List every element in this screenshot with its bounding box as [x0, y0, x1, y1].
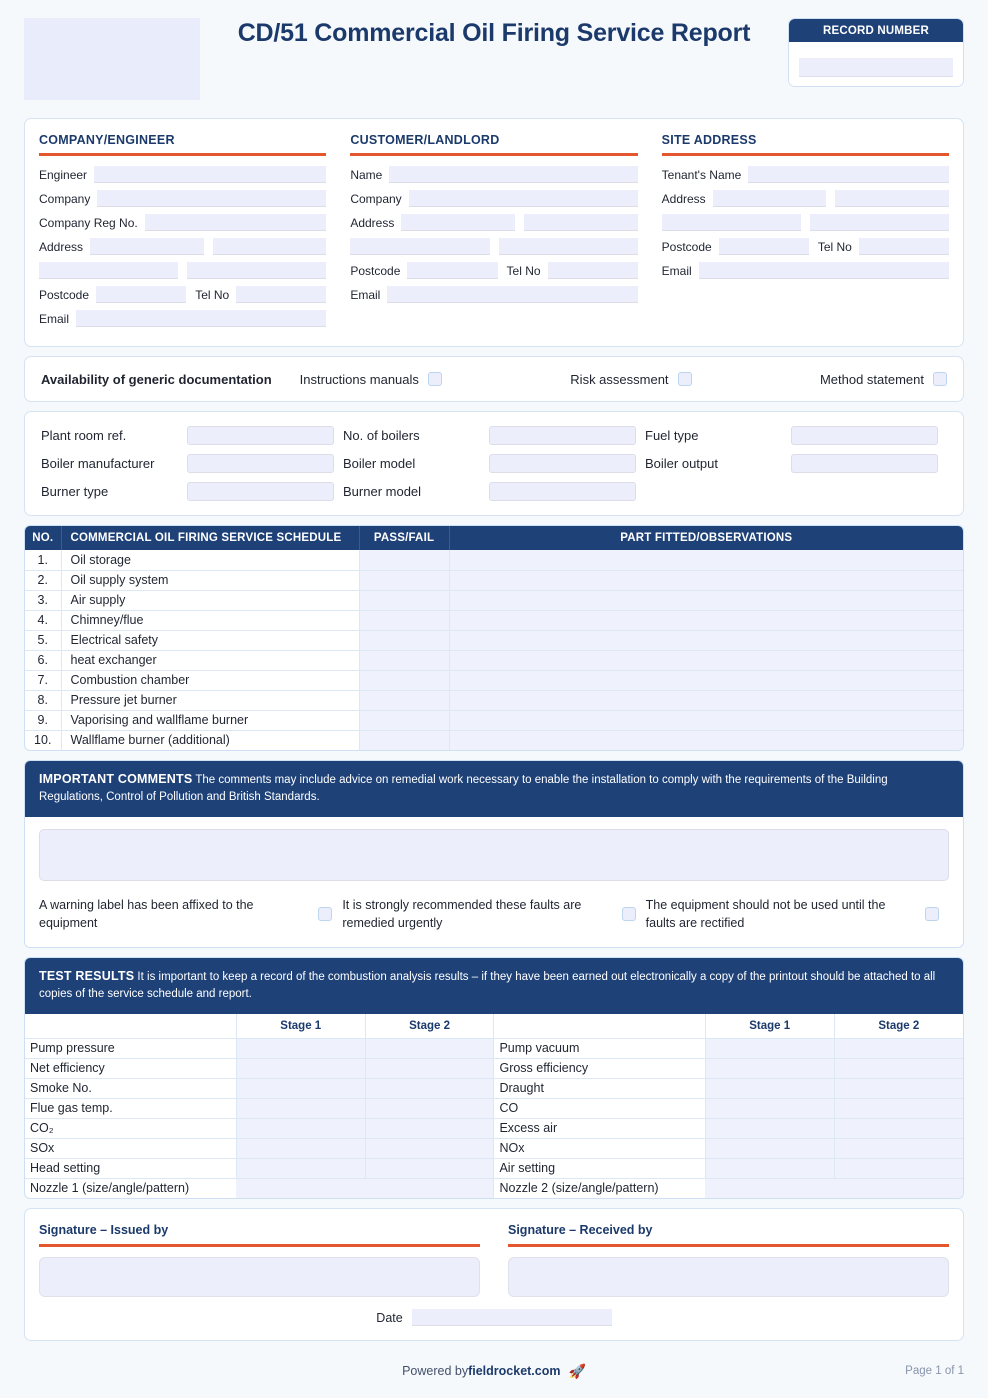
record-number-box: [788, 18, 964, 87]
input-customer-address-line4[interactable]: [499, 238, 638, 255]
test-results-banner: [25, 958, 963, 1014]
cell-right-stage1[interactable]: [705, 1058, 834, 1078]
plant-row-1: [41, 426, 947, 445]
cell-pass-fail[interactable]: [359, 710, 449, 730]
header-no: NO.: [25, 526, 61, 550]
label-address: Address: [39, 239, 84, 254]
signature-issued-by-title: Signature – Issued by: [39, 1223, 169, 1237]
field-burner-type: [41, 482, 343, 501]
site-address-title: SITE ADDRESS: [661, 133, 757, 147]
input-engineer[interactable]: [94, 166, 326, 183]
cell-left-stage1[interactable]: [236, 1158, 365, 1178]
availability-row: [25, 357, 963, 401]
label-warning-label-affixed: A warning label has been affixed to the equipment: [39, 897, 254, 931]
cell-no: 5.: [25, 630, 61, 650]
availability-item-method-statement[interactable]: [820, 372, 947, 387]
table-row: [25, 1078, 963, 1098]
field-row-customer-email: [350, 286, 637, 303]
signature-received-by-title: Signature – Received by: [508, 1223, 653, 1237]
input-boiler-manufacturer[interactable]: [187, 454, 334, 473]
checkbox-equipment-not-used[interactable]: [925, 907, 939, 921]
plant-row-3: [41, 482, 947, 501]
table-row: [25, 610, 963, 630]
field-burner-model: [343, 482, 645, 501]
cell-right-label: Gross efficiency: [494, 1058, 705, 1078]
section-divider: [39, 1244, 480, 1247]
field-row-company: [39, 190, 326, 207]
page-number: Page 1 of 1: [905, 1365, 964, 1377]
cell-description: Pressure jet burner: [61, 690, 359, 710]
field-boiler-output: [645, 454, 947, 473]
field-row-customer-name: [350, 166, 637, 183]
availability-card: [24, 356, 964, 402]
cell-description: Air supply: [61, 590, 359, 610]
cell-nozzle1-value[interactable]: [236, 1178, 494, 1198]
warning-item-equipment-not-used[interactable]: [646, 896, 949, 934]
cell-no: 10.: [25, 730, 61, 750]
company-logo-placeholder: [24, 18, 200, 100]
header-right-stage2: Stage 2: [834, 1014, 963, 1039]
availability-item-instructions-manuals[interactable]: [300, 372, 442, 387]
label-postcode: Postcode: [39, 287, 90, 302]
brand-name[interactable]: fieldrocket.com: [468, 1364, 561, 1378]
checkbox-warning-label-affixed[interactable]: [318, 907, 332, 921]
cell-pass-fail[interactable]: [359, 670, 449, 690]
field-row-address-1: [39, 238, 326, 255]
cell-right-stage1[interactable]: [705, 1098, 834, 1118]
input-tenant-name[interactable]: [748, 166, 949, 183]
cell-pass-fail[interactable]: [359, 570, 449, 590]
cell-right-stage1[interactable]: [705, 1138, 834, 1158]
input-site-address-line2[interactable]: [835, 190, 949, 207]
cell-right-stage1[interactable]: [705, 1038, 834, 1058]
cell-left-stage2[interactable]: [365, 1058, 494, 1078]
plant-details-card: [24, 411, 964, 516]
table-row-nozzle: [25, 1178, 963, 1198]
cell-right-stage1[interactable]: [705, 1158, 834, 1178]
cell-left-stage2[interactable]: [365, 1118, 494, 1138]
cell-right-stage2[interactable]: [834, 1058, 963, 1078]
input-site-tel-no[interactable]: [859, 238, 949, 255]
label-no-of-boilers: No. of boilers: [343, 428, 420, 443]
label-fuel-type: Fuel type: [645, 428, 699, 443]
label-customer-name: Name: [350, 167, 383, 182]
cell-part-fitted[interactable]: [449, 650, 963, 670]
table-row: [25, 1138, 963, 1158]
cell-left-label: Net efficiency: [25, 1058, 236, 1078]
table-row: [25, 550, 963, 570]
cell-description: Oil storage: [61, 550, 359, 570]
checkbox-method-statement[interactable]: [933, 372, 947, 386]
cell-left-stage2[interactable]: [365, 1098, 494, 1118]
label-customer-postcode: Postcode: [350, 263, 401, 278]
cell-pass-fail[interactable]: [359, 650, 449, 670]
test-results-section: [24, 957, 964, 1199]
input-address-line4[interactable]: [187, 262, 326, 279]
cell-part-fitted[interactable]: [449, 610, 963, 630]
field-row-customer-address-2: [350, 238, 637, 255]
cell-description: Electrical safety: [61, 630, 359, 650]
cell-description: Combustion chamber: [61, 670, 359, 690]
input-customer-company[interactable]: [409, 190, 638, 207]
cell-left-stage2[interactable]: [365, 1078, 494, 1098]
cell-pass-fail[interactable]: [359, 550, 449, 570]
field-row-site-address-2: [662, 214, 949, 231]
important-comments-body: The comments may include advice on remedial work necessary to enable the installation to comply with the requirements of the Building Regulations, Control of Pollution and British Standards.: [39, 774, 888, 804]
checkbox-risk-assessment[interactable]: [678, 372, 692, 386]
cell-part-fitted[interactable]: [449, 570, 963, 590]
cell-right-stage2[interactable]: [834, 1118, 963, 1138]
test-results-body: It is important to keep a record of the combustion analysis results – if they have been earned out electronically a copy of the printout should be attached to all copies of the service schedule and report.: [39, 971, 936, 1001]
cell-pass-fail[interactable]: [359, 730, 449, 750]
label-method-statement: Method statement: [819, 371, 924, 387]
field-row-site-postcode-tel: [662, 238, 949, 255]
input-address-line3[interactable]: [39, 262, 178, 279]
checkbox-faults-remedied-urgently[interactable]: [622, 907, 636, 921]
cell-no: 8.: [25, 690, 61, 710]
cell-part-fitted[interactable]: [449, 550, 963, 570]
record-number-input[interactable]: [799, 58, 953, 77]
label-site-tel-no: Tel No: [817, 239, 852, 254]
company-engineer-title: COMPANY/ENGINEER: [39, 133, 175, 147]
table-row: [25, 1158, 963, 1178]
cell-description: Vaporising and wallflame burner: [61, 710, 359, 730]
plant-details-grid: [25, 412, 963, 515]
checkbox-instructions-manuals[interactable]: [428, 372, 442, 386]
cell-pass-fail[interactable]: [359, 690, 449, 710]
label-date: Date: [376, 1310, 403, 1325]
table-row: [25, 1038, 963, 1058]
cell-right-label: Excess air: [494, 1118, 705, 1138]
field-boiler-manufacturer: [41, 454, 343, 473]
comments-textarea[interactable]: [39, 829, 949, 881]
warning-item-warning-label-affixed[interactable]: [39, 896, 342, 934]
cell-right-label: CO: [494, 1098, 705, 1118]
section-divider: [508, 1244, 949, 1247]
test-results-header-row: [25, 1014, 963, 1039]
input-tel-no[interactable]: [236, 286, 326, 303]
label-customer-address: Address: [350, 215, 395, 230]
page-header: [24, 0, 964, 118]
label-customer-company: Company: [350, 191, 402, 206]
field-row-site-email: [662, 262, 949, 279]
input-fuel-type[interactable]: [791, 426, 938, 445]
label-faults-remedied-urgently: It is strongly recommended these faults are remedied urgently: [342, 897, 582, 931]
label-tel-no: Tel No: [195, 287, 230, 302]
customer-landlord-column: [338, 133, 649, 334]
label-boiler-manufacturer: Boiler manufacturer: [41, 456, 155, 471]
cell-no: 4.: [25, 610, 61, 630]
cell-description: heat exchanger: [61, 650, 359, 670]
table-row: [25, 670, 963, 690]
title-container: [200, 18, 788, 49]
table-row: [25, 1058, 963, 1078]
input-customer-postcode[interactable]: [407, 262, 497, 279]
input-address-line2[interactable]: [213, 238, 327, 255]
header-right-stage1: Stage 1: [705, 1014, 834, 1039]
label-site-postcode: Postcode: [661, 239, 712, 254]
label-boiler-model: Boiler model: [343, 456, 416, 471]
cell-right-label: Pump vacuum: [494, 1038, 705, 1058]
field-row-customer-address-1: [350, 214, 637, 231]
cell-right-label: Draught: [494, 1078, 705, 1098]
cell-right-stage1[interactable]: [705, 1078, 834, 1098]
cell-description: Wallflame burner (additional): [61, 730, 359, 750]
cell-left-label: Flue gas temp.: [25, 1098, 236, 1118]
label-email: Email: [39, 311, 70, 326]
label-burner-model: Burner model: [343, 484, 422, 499]
cell-nozzle2-label: Nozzle 2 (size/angle/pattern): [499, 1181, 659, 1196]
cell-no: 6.: [25, 650, 61, 670]
cell-no: 3.: [25, 590, 61, 610]
field-boiler-model: [343, 454, 645, 473]
input-no-of-boilers[interactable]: [489, 426, 636, 445]
field-no-of-boilers: [343, 426, 645, 445]
signature-issued-by-pad[interactable]: [39, 1257, 480, 1297]
field-row-customer-postcode-tel: [350, 262, 637, 279]
site-address-column: [650, 133, 949, 334]
header-left-stage1: Stage 1: [236, 1014, 365, 1039]
input-burner-model[interactable]: [489, 482, 636, 501]
cell-right-stage2[interactable]: [834, 1158, 963, 1178]
cell-pass-fail[interactable]: [359, 610, 449, 630]
contacts-card: [24, 118, 964, 347]
input-customer-address-line1[interactable]: [401, 214, 515, 231]
header-left-stage2: Stage 2: [365, 1014, 494, 1039]
signature-issued-by-column: [39, 1223, 494, 1297]
table-row: [25, 690, 963, 710]
cell-nozzle2-value[interactable]: [705, 1178, 963, 1198]
table-header-row: [25, 526, 963, 550]
important-comments-section: [24, 760, 964, 948]
input-site-address-line3[interactable]: [662, 214, 801, 231]
section-divider: [662, 153, 949, 156]
label-instructions-manuals: Instructions manuals: [299, 371, 419, 387]
input-boiler-output[interactable]: [791, 454, 938, 473]
input-customer-name[interactable]: [389, 166, 637, 183]
input-customer-tel-no[interactable]: [548, 262, 638, 279]
cell-left-label: Smoke No.: [25, 1078, 236, 1098]
label-company-reg-no: Company Reg No.: [39, 215, 138, 230]
signatures-card: [24, 1208, 964, 1341]
cell-left-label: SOx: [25, 1138, 236, 1158]
cell-part-fitted[interactable]: [449, 630, 963, 650]
record-number-label: RECORD NUMBER: [789, 19, 963, 42]
label-equipment-not-used: The equipment should not be used until the faults are rectified: [645, 897, 886, 931]
company-engineer-column: [39, 133, 338, 334]
header-left-blank: [25, 1014, 236, 1039]
field-row-site-address-1: [662, 190, 949, 207]
section-divider: [350, 153, 637, 156]
availability-title: Availability of generic documentation: [41, 371, 272, 387]
table-row: [25, 630, 963, 650]
cell-right-stage2[interactable]: [834, 1038, 963, 1058]
page-footer: [24, 1358, 964, 1384]
cell-left-label: CO₂: [25, 1118, 236, 1138]
cell-left-label: Head setting: [25, 1158, 236, 1178]
input-date[interactable]: [412, 1309, 612, 1326]
header-pass-fail: PASS/FAIL: [359, 526, 449, 550]
cell-right-stage1[interactable]: [705, 1118, 834, 1138]
cell-left-stage1[interactable]: [236, 1078, 365, 1098]
signature-received-by-column: [494, 1223, 949, 1297]
field-row-postcode-tel: [39, 286, 326, 303]
cell-right-stage2[interactable]: [834, 1138, 963, 1158]
table-row: [25, 590, 963, 610]
cell-description: Chimney/flue: [61, 610, 359, 630]
important-comments-heading: IMPORTANT COMMENTS: [39, 772, 193, 786]
signatures-row: [25, 1209, 963, 1303]
cell-left-stage2[interactable]: [365, 1138, 494, 1158]
table-row: [25, 1098, 963, 1118]
label-customer-email: Email: [350, 287, 381, 302]
cell-part-fitted[interactable]: [449, 690, 963, 710]
customer-landlord-title: CUSTOMER/LANDLORD: [350, 133, 500, 147]
cell-right-stage2[interactable]: [834, 1078, 963, 1098]
plant-row-2: [41, 454, 947, 473]
availability-item-risk-assessment[interactable]: [570, 372, 691, 387]
cell-left-stage1[interactable]: [236, 1058, 365, 1078]
powered-by: [402, 1363, 586, 1380]
input-customer-email[interactable]: [387, 286, 637, 303]
input-plant-room-ref[interactable]: [187, 426, 334, 445]
label-customer-tel-no: Tel No: [506, 263, 541, 278]
input-site-address-line1[interactable]: [713, 190, 827, 207]
header-right-blank: [494, 1014, 705, 1039]
cell-left-stage1[interactable]: [236, 1038, 365, 1058]
signature-received-by-pad[interactable]: [508, 1257, 949, 1297]
important-comments-banner: [25, 761, 963, 817]
input-company-reg-no[interactable]: [145, 214, 327, 231]
cell-no: 1.: [25, 550, 61, 570]
header-description: COMMERCIAL OIL FIRING SERVICE SCHEDULE: [61, 526, 359, 550]
field-row-email: [39, 310, 326, 327]
cell-no: 7.: [25, 670, 61, 690]
input-site-address-line4[interactable]: [810, 214, 949, 231]
label-engineer: Engineer: [39, 167, 88, 182]
label-company: Company: [39, 191, 91, 206]
cell-right-label: Air setting: [494, 1158, 705, 1178]
cell-part-fitted[interactable]: [449, 670, 963, 690]
comments-input-area: [25, 817, 963, 890]
label-site-email: Email: [661, 263, 692, 278]
input-email[interactable]: [76, 310, 326, 327]
cell-pass-fail[interactable]: [359, 590, 449, 610]
cell-left-stage1[interactable]: [236, 1118, 365, 1138]
cell-right-label: NOx: [494, 1138, 705, 1158]
record-number-body: [789, 42, 963, 86]
cell-part-fitted[interactable]: [449, 590, 963, 610]
input-boiler-model[interactable]: [489, 454, 636, 473]
date-row: [25, 1303, 963, 1340]
contacts-row: [25, 119, 963, 346]
test-results-table: [25, 1014, 963, 1199]
cell-nozzle1-label: Nozzle 1 (size/angle/pattern): [30, 1181, 190, 1196]
input-customer-address-line3[interactable]: [350, 238, 489, 255]
table-row: [25, 570, 963, 590]
header-part-fitted: PART FITTED/OBSERVATIONS: [449, 526, 963, 550]
page-title: CD/51 Commercial Oil Firing Service Report: [237, 19, 751, 47]
cell-no: 2.: [25, 570, 61, 590]
label-site-address: Address: [661, 191, 706, 206]
service-schedule-body: [25, 550, 963, 750]
cell-part-fitted[interactable]: [449, 710, 963, 730]
cell-left-stage2[interactable]: [365, 1158, 494, 1178]
input-site-email[interactable]: [699, 262, 949, 279]
cell-right-stage2[interactable]: [834, 1098, 963, 1118]
warning-item-faults-remedied-urgently[interactable]: [342, 896, 645, 934]
field-row-address-2: [39, 262, 326, 279]
service-schedule-table: [24, 525, 964, 751]
rocket-icon: 🚀: [568, 1362, 586, 1379]
field-row-customer-company: [350, 190, 637, 207]
cell-left-stage1[interactable]: [236, 1138, 365, 1158]
cell-no: 9.: [25, 710, 61, 730]
table-row: [25, 710, 963, 730]
field-row-company-reg-no: [39, 214, 326, 231]
field-plant-room-ref: [41, 426, 343, 445]
cell-left-label: Pump pressure: [25, 1038, 236, 1058]
table-row: [25, 730, 963, 750]
label-plant-room-ref: Plant room ref.: [41, 428, 127, 443]
input-customer-address-line2[interactable]: [524, 214, 638, 231]
input-postcode[interactable]: [96, 286, 186, 303]
label-tenant-name: Tenant's Name: [661, 167, 742, 182]
input-address-line1[interactable]: [90, 238, 204, 255]
cell-part-fitted[interactable]: [449, 730, 963, 750]
table-row: [25, 650, 963, 670]
section-divider: [39, 153, 326, 156]
input-site-postcode[interactable]: [719, 238, 809, 255]
test-results-heading: TEST RESULTS: [39, 969, 135, 983]
field-row-engineer: [39, 166, 326, 183]
label-boiler-output: Boiler output: [645, 456, 718, 471]
label-burner-type: Burner type: [41, 484, 109, 499]
table-row: [25, 1118, 963, 1138]
cell-pass-fail[interactable]: [359, 630, 449, 650]
field-row-tenant-name: [662, 166, 949, 183]
field-fuel-type: [645, 426, 947, 445]
input-burner-type[interactable]: [187, 482, 334, 501]
powered-by-prefix: Powered by: [402, 1364, 469, 1378]
label-risk-assessment: Risk assessment: [570, 371, 669, 387]
cell-description: Oil supply system: [61, 570, 359, 590]
input-company[interactable]: [97, 190, 326, 207]
cell-left-stage1[interactable]: [236, 1098, 365, 1118]
warning-checkbox-row: [25, 890, 963, 948]
test-results-body: [25, 1038, 963, 1198]
cell-left-stage2[interactable]: [365, 1038, 494, 1058]
